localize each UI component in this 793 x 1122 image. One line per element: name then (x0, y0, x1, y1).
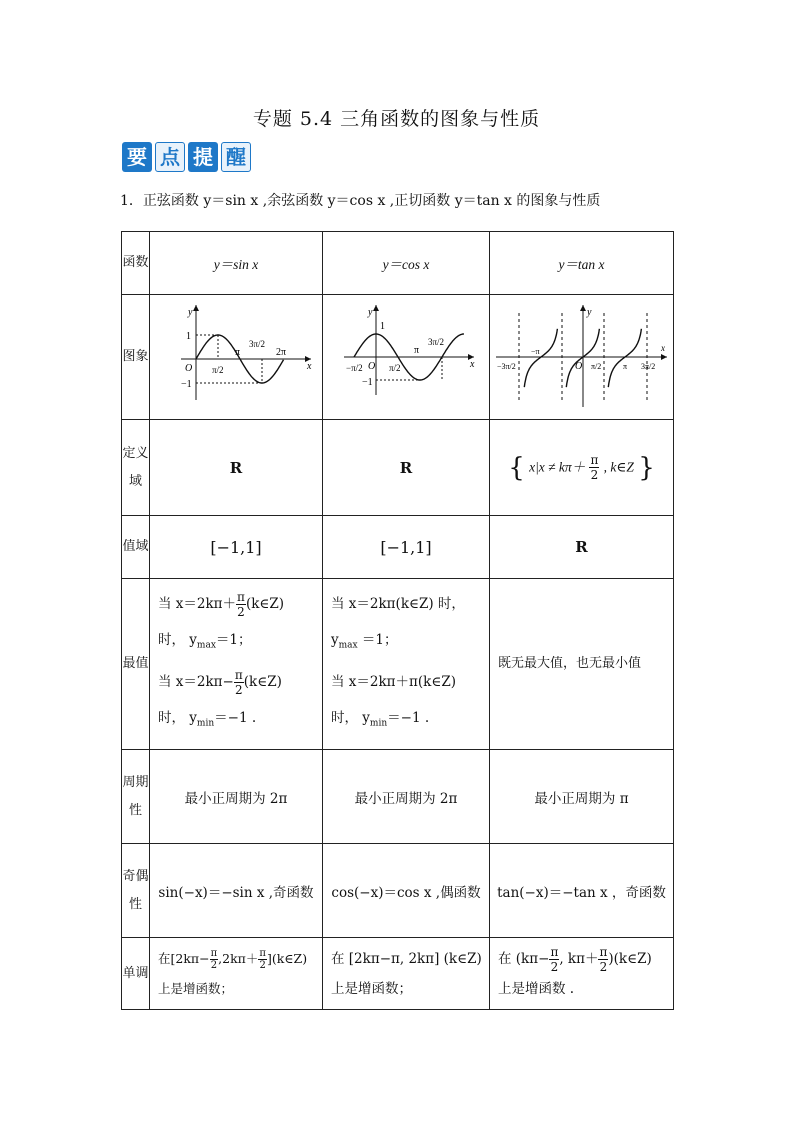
sin-ext-3b: (k∈Z) (243, 674, 282, 690)
cos-mono-line-2: 上是增函数； (331, 980, 412, 997)
sin-ext-3a: 当 x＝2kπ− (158, 674, 234, 690)
tan-domain-part-b: , k∈Z (603, 459, 634, 474)
tan-mono-line-1 (498, 944, 673, 974)
cell-tan-parity: tan(−x)＝−tan x ，奇函数 (490, 844, 674, 938)
tan-mono-a: 在 (kπ− (498, 950, 550, 967)
header-range: 值域 (122, 516, 150, 579)
trig-properties-table (121, 231, 674, 1010)
badge-char-2: 点 (155, 142, 185, 172)
header-domain: 定义域 (122, 420, 150, 516)
badge-char-4: 醒 (221, 142, 251, 172)
tan-origin-label: O (574, 361, 582, 372)
sin-one-label: 1 (186, 331, 191, 342)
sin-extreme-line-2 (158, 622, 322, 664)
tan-x-arrow (661, 354, 667, 360)
frac-den: 2 (599, 959, 608, 974)
cos-ext-4: 时， y (331, 710, 370, 726)
cell-cos-graph (323, 295, 490, 420)
cos-three-half-pi-label: 3π/2 (427, 337, 444, 347)
key-points-badge (122, 142, 251, 172)
cell-cos-name: y＝cos x (323, 232, 490, 295)
cos-ext-2: y (331, 632, 339, 649)
sin-mono-a: 在[2kπ− (158, 950, 210, 966)
tan-y-label: y (586, 307, 591, 318)
header-period: 周期性 (122, 750, 150, 844)
cell-sin-mono (150, 938, 323, 1010)
tan-mono-frac-2 (598, 945, 608, 974)
sin-y-label: y (188, 307, 193, 318)
tan-mono-line-2: 上是增函数 . (498, 980, 575, 997)
cell-tan-extreme: 既无最大值，也无最小值 (490, 579, 674, 750)
sin-three-half-pi-label: 3π/2 (249, 339, 266, 349)
sin-ext-4sub: min (196, 718, 215, 729)
cos-extreme-line-1: 当 x＝2kπ(k∈Z) 时， (331, 596, 465, 613)
cell-cos-parity: cos(−x)＝cos x ,偶函数 (323, 844, 490, 938)
sin-ext-4v: ＝−1 . (214, 710, 257, 726)
frac-den: 2 (237, 605, 245, 620)
tan-half-pi-label: π/2 (590, 362, 601, 371)
frac-den: 2 (210, 959, 218, 971)
sin-pi-label: π (235, 347, 241, 358)
frac-den: 2 (550, 959, 559, 974)
frac-den: 2 (259, 959, 266, 971)
sin-y-arrow (193, 305, 199, 311)
cos-x-label: x (469, 359, 474, 370)
intro-text: 1．正弦函数 y＝sin x ,余弦函数 y＝cos x ,正切函数 y＝tan x 的图象与性质 (120, 193, 601, 209)
cos-y-arrow (373, 305, 379, 311)
cos-ext-4v: ＝−1 . (387, 710, 430, 726)
sin-extreme-line-3 (158, 664, 322, 700)
sin-graph (151, 295, 321, 415)
sin-ext-4: 时， y (158, 710, 197, 726)
header-graph: 图象 (122, 295, 150, 420)
sin-mono-line-1 (158, 944, 322, 974)
cell-cos-range: [−1,1] (323, 516, 490, 579)
frac-num: π (590, 453, 599, 467)
sin-origin-label: O (185, 363, 193, 374)
cell-tan-graph (490, 295, 674, 420)
row-monotonicity (122, 938, 674, 1010)
cos-neg-half-pi-label: −π/2 (345, 363, 363, 373)
cell-tan-domain: { x|x ≠ kπ＋ $\frac{\pi}{2}$ , k∈Z } (490, 420, 674, 516)
sin-mono-frac-2 (258, 948, 267, 971)
tan-three-half-pi-label: 3π/2 (640, 362, 655, 371)
cos-extreme-line-2 (331, 622, 489, 664)
cell-sin-domain: R (150, 420, 323, 516)
tan-neg-pi-label: −π (530, 347, 540, 356)
frac-num: π (599, 944, 608, 959)
cell-sin-extreme (150, 579, 323, 750)
frac-num: π (210, 947, 218, 959)
cos-half-pi-label: π/2 (388, 363, 401, 373)
tan-branch-right (608, 329, 641, 387)
cos-origin-label: O (367, 361, 375, 372)
sin-ext-frac-2 (234, 668, 244, 697)
row-parity (122, 844, 674, 938)
cell-cos-domain: R (323, 420, 490, 516)
sin-ext-frac-1 (236, 590, 246, 619)
sin-extreme-line-1 (158, 586, 322, 622)
cell-cos-mono (323, 938, 490, 1010)
cos-graph (324, 295, 489, 415)
row-extreme (122, 579, 674, 750)
row-graph (122, 295, 674, 420)
sin-ext-1a: 当 x＝2kπ＋ (158, 596, 237, 613)
cos-mono-line-1: 在 [2kπ−π, 2kπ] (k∈Z) (331, 950, 482, 967)
sin-neg-one-label: −1 (181, 379, 192, 390)
header-monotonicity: 单调 (122, 938, 150, 1010)
sin-mono-b: ,2kπ＋ (218, 950, 259, 966)
sin-mono-c: ](k∈Z) (266, 950, 308, 966)
sin-ext-2: 时， y (158, 632, 197, 649)
frac-den: 2 (234, 683, 243, 697)
cos-y-label: y (367, 307, 372, 318)
cos-ext-2sub: max (338, 641, 358, 651)
cell-sin-graph (150, 295, 323, 420)
tan-domain-part-a: x|x ≠ kπ＋ (529, 459, 586, 474)
frac-num: π (550, 944, 559, 959)
header-parity: 奇偶性 (122, 844, 150, 938)
row-function (122, 232, 674, 295)
page-title: 专题 5.4 三角函数的图象与性质 (252, 108, 541, 130)
tan-branch-left (524, 329, 557, 387)
frac-den: 2 (590, 468, 599, 482)
frac-num: π (237, 590, 245, 605)
cos-neg-one-label: −1 (361, 377, 373, 388)
tan-domain-frac (589, 453, 599, 482)
badge-char-1: 要 (122, 142, 152, 172)
row-range (122, 516, 674, 579)
cell-tan-mono (490, 938, 674, 1010)
badge-char-3: 提 (188, 142, 218, 172)
tan-mono-b: , kπ＋ (559, 950, 599, 967)
sin-extreme-line-4 (158, 700, 322, 742)
cell-sin-period: 最小正周期为 2π (150, 750, 323, 844)
cell-tan-period: 最小正周期为 π (490, 750, 674, 844)
tan-pi-label: π (622, 362, 627, 371)
sin-ext-2v: ＝1； (215, 632, 252, 649)
sin-mono-frac-1 (210, 948, 219, 971)
cos-ext-2v: ＝1； (357, 632, 398, 649)
tan-mono-frac-1 (549, 945, 559, 974)
cell-cos-extreme (323, 579, 490, 750)
sin-x-label: x (307, 361, 312, 372)
row-domain (122, 420, 674, 516)
sin-mono-line-2: 上是增函数； (158, 980, 234, 996)
cos-pi-label: π (413, 345, 419, 356)
cell-sin-name: y＝sin x (150, 232, 323, 295)
sin-ext-1b: (k∈Z) (245, 596, 285, 613)
cell-sin-range: [−1,1] (150, 516, 323, 579)
frac-num: π (259, 947, 266, 959)
tan-graph (491, 295, 673, 415)
frac-num: π (234, 668, 243, 682)
tan-mono-c: )(k∈Z) (608, 950, 652, 967)
cos-extreme-line-3: 当 x＝2kπ＋π(k∈Z) (331, 674, 457, 690)
header-function: 函数 (122, 232, 150, 295)
cell-tan-range: R (490, 516, 674, 579)
row-period (122, 750, 674, 844)
sin-half-pi-label: π/2 (212, 365, 224, 375)
header-extreme: 最值 (122, 579, 150, 750)
tan-y-arrow (580, 305, 586, 311)
sin-ext-2sub: max (196, 641, 216, 651)
cell-cos-period: 最小正周期为 2π (323, 750, 490, 844)
cell-tan-name: y＝tan x (490, 232, 674, 295)
cos-extreme-line-4 (331, 700, 489, 742)
tan-neg-three-half-pi-label: −3π/2 (496, 362, 516, 371)
cell-sin-parity: sin(−x)＝−sin x ,奇函数 (150, 844, 323, 938)
cos-ext-4sub: min (369, 718, 388, 729)
tan-x-label: x (660, 343, 665, 353)
sin-two-pi-label: 2π (276, 347, 287, 358)
cos-one-label: 1 (379, 321, 385, 332)
